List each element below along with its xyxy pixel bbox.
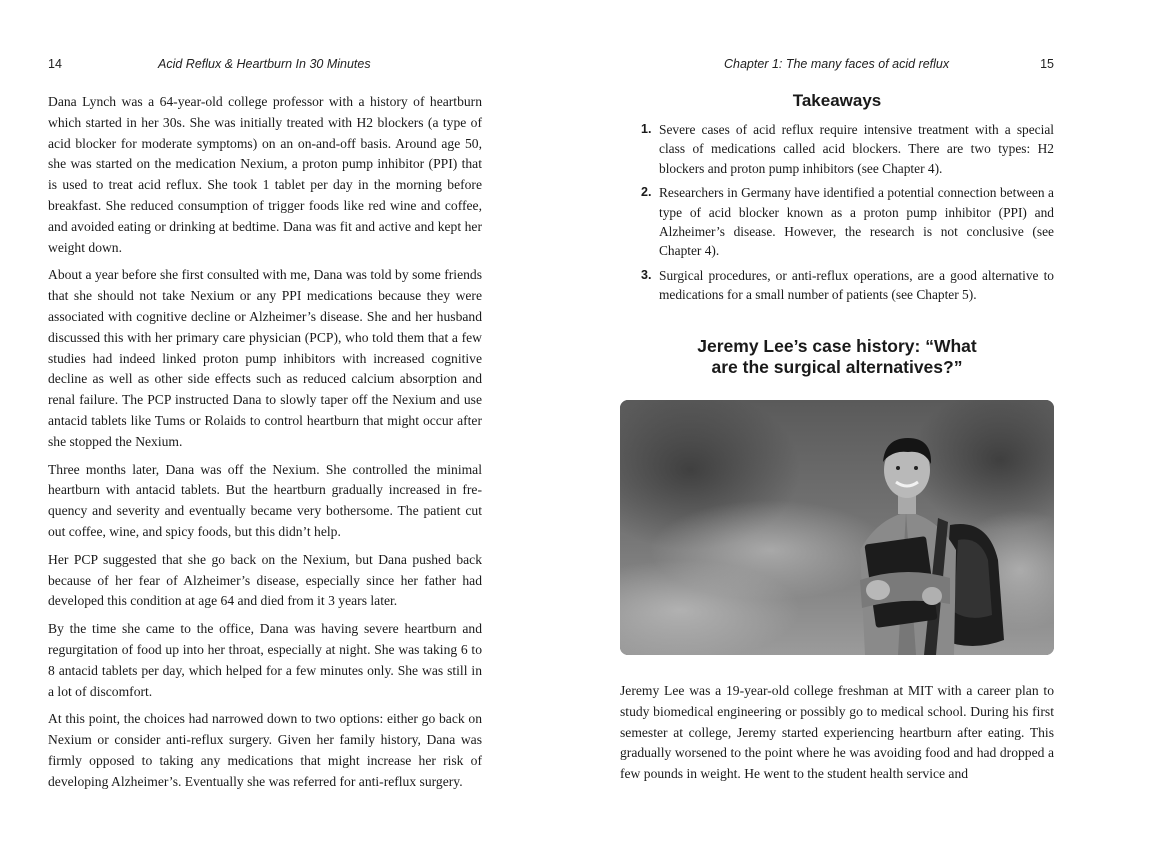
paragraph: Jeremy Lee was a 19-year-old college freshman at MIT with a career plan to study biomedical engineering or possibly go to medical school. During his first semester at college, Jeremy started experiencing heartburn after eating. This gradually worsened to the point where he was avoiding food and had dropped a few pounds in weight. He went to the student health service and <box>620 683 1054 782</box>
takeaway-text: Severe cases of acid reflux require intensive treatment with a special class of medications called acid blockers. There are two types: H2 blockers and proton pump inhibitors (see Chapter 4). <box>659 122 1054 176</box>
paragraph: Three months later, Dana was off the Nexium. She controlled the minimal heartburn with antacid tablets. But the heartburn gradually increased in frequency and severity and eventually became very bothersome. The patient cut out coffee, wine, and spicy foods, but this didn’t help. <box>48 461 482 539</box>
case-heading-line: are the surgical alternatives?” <box>711 357 963 377</box>
student-photo <box>620 400 1054 655</box>
page-number: 14 <box>48 57 62 71</box>
page-number: 15 <box>1040 57 1054 71</box>
paragraph: About a year before she first consulted with me, Dana was told by some friends that she should not take Nexium or any PPI medications because they were associated with cognitive decline or Alzheimer’s disease. She and her husband discussed this with her primary care physician (PCP), who told them that a few studies had indeed linked proton pump inhibitors with increased cognitive decline as well as other side effects such as reduced calcium absorption and renal failure. The PCP instructed Dana to slowly taper off the Nexium and use antacid tablets like Tums or Rolaids to control heartburn that might occur after she stopped the Nexium. <box>48 267 482 449</box>
takeaway-text: Surgical procedures, or anti-reflux operations, are a good alternative to medications for a small number of patients (see Chapter 5). <box>659 267 1054 303</box>
paragraph: By the time she came to the office, Dana was having severe heartburn and regurgitation of food up into her throat, especially at night. She was taking 6 to 8 antacid tablets per day, which helped for a few minutes only. She was still in a lot of discomfort. <box>48 621 482 699</box>
takeaway-number: 1. <box>641 122 652 136</box>
takeaways-heading: Takeaways <box>792 91 882 110</box>
takeaways-list <box>620 120 1054 310</box>
takeaway-number: 2. <box>641 185 652 200</box>
takeaway-item <box>620 120 1054 178</box>
running-title: Acid Reflux & Heartburn In 30 Minutes <box>158 57 371 71</box>
student-photo-illustration <box>620 400 1054 655</box>
paragraph: At this point, the choices had narrowed down to two options: either go back on Nexium or consider anti-reflux surgery. Given her family history, Dana was firmly opposed to taking any medications that might increase her risk of developing Alzheimer’s. Eventually she was referred for anti-reflux surgery. <box>48 711 482 789</box>
right-body-text <box>620 681 1054 785</box>
left-page <box>48 0 482 860</box>
right-page <box>620 0 1054 860</box>
takeaway-item <box>620 266 1054 305</box>
case-heading-line: Jeremy Lee’s case history: “What <box>697 336 977 356</box>
paragraph: Dana Lynch was a 64-year-old college professor with a history of heartburn which started in her 30s. She was initially treated with H2 blockers (a type of acid blocker for moderate symptoms) on an on-and-off basis. Around age 50, she was started on the medication Nexium, a proton pump inhibitor (PPI) that is used to treat acid reflux. She took 1 tablet per day in the morning before breakfast. She reduced consumption of trigger foods like red wine and coffee, and avoided eating or drinking at bedtime. Dana was fit and active and kept her weight down. <box>48 94 482 255</box>
takeaway-number: 3. <box>641 267 652 282</box>
running-title: Chapter 1: The many faces of acid reflux <box>724 57 950 71</box>
case-history-heading <box>620 336 1054 378</box>
takeaway-text: Researchers in Germany have identified a potential connection between a type of acid blocker known as a proton pump inhibitor (PPI) and Alzheimer’s disease. However, the research is not conclusive (see Chapter 4). <box>659 185 1054 259</box>
takeaway-item <box>620 183 1054 261</box>
left-body-text <box>48 92 482 800</box>
paragraph: Her PCP suggested that she go back on the Nexium, but Dana pushed back because of her fear of Alzheimer’s disease, especially since her father had developed this condition at age 64 and died from it 3 years later. <box>48 551 482 609</box>
